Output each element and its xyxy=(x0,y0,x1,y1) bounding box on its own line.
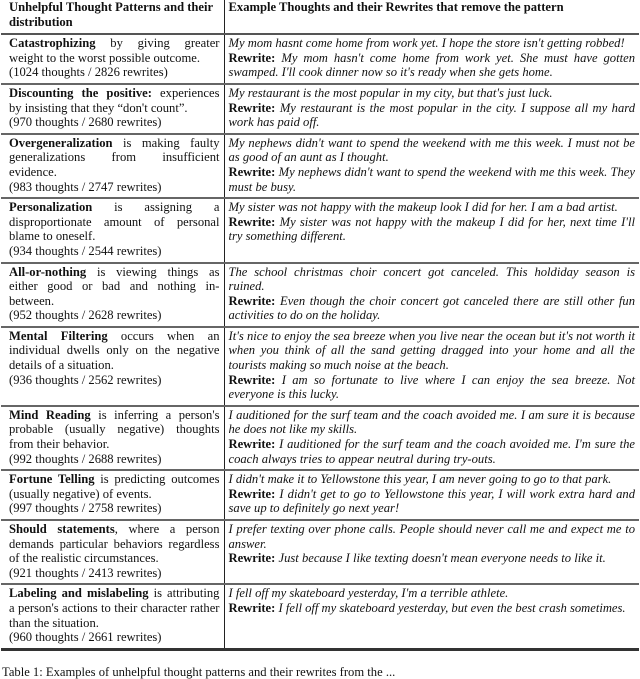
example-cell xyxy=(224,470,639,520)
rewrite-label: Rewrite: xyxy=(228,293,276,308)
pattern-name: Discounting the positive: xyxy=(9,85,152,100)
pattern-cell xyxy=(1,84,224,134)
pattern-name: Should statements xyxy=(9,522,115,536)
table-row xyxy=(1,327,639,406)
example-cell xyxy=(224,84,639,134)
pattern-counts: (960 thoughts / 2661 rewrites) xyxy=(9,630,162,645)
example-thought: My mom hasnt come home from work yet. I hope the store isn't getting robbed! xyxy=(228,36,625,51)
pattern-counts: (921 thoughts / 2413 rewrites) xyxy=(9,565,162,580)
example-thought: My restaurant is the most popular in my city, but that's just luck. xyxy=(228,85,553,100)
pattern-counts: (936 thoughts / 2562 rewrites) xyxy=(9,372,162,387)
pattern-cell xyxy=(1,520,224,584)
example-rewrite: Just because I like texting doesn't mean everyone needs to like it. xyxy=(278,551,606,566)
example-rewrite: My restaurant is the most popular in the city. I suppose all my hard work has paid off. xyxy=(228,100,635,130)
example-cell xyxy=(224,134,639,198)
rewrite-label: Rewrite: xyxy=(228,437,276,452)
pattern-name: All-or-nothing xyxy=(9,264,87,279)
pattern-counts: (1024 thoughts / 2826 rewrites) xyxy=(9,65,168,80)
pattern-description: by giving greater weight to the worst possible outcome. xyxy=(9,36,220,65)
example-thought: I auditioned for the surf team and the coach avoided me. I am sure it is because he does not like my skills. xyxy=(228,407,635,437)
example-cell xyxy=(224,584,639,649)
pattern-cell xyxy=(1,470,224,520)
pattern-cell xyxy=(1,584,224,649)
example-rewrite: My sister was not happy with the makeup I did for her, next time I'll try something different. xyxy=(228,214,635,244)
table-caption: Table 1: Examples of unhelpful thought patterns and their rewrites from the ... xyxy=(2,664,396,679)
header-patterns: Unhelpful Thought Patterns and their distribution xyxy=(1,0,224,34)
pattern-name: Overgeneralization xyxy=(9,135,113,150)
example-cell xyxy=(224,198,639,262)
example-rewrite: Even though the choir concert got canceled there are still other fun activities to do on the holiday. xyxy=(228,293,635,323)
table-row xyxy=(1,406,639,470)
table-row xyxy=(1,34,639,84)
pattern-cell xyxy=(1,34,224,84)
pattern-name: Labeling and mislabeling xyxy=(9,586,149,601)
example-rewrite: I didn't get to go to Yellowstone this year, I will work extra hard and save up to definitely go next year! xyxy=(228,486,635,516)
example-cell xyxy=(224,406,639,470)
table-row xyxy=(1,134,639,198)
pattern-cell xyxy=(1,134,224,198)
rewrite-label: Rewrite: xyxy=(228,100,276,115)
example-rewrite: I fell off my skateboard yesterday, but even the best crash sometimes. xyxy=(278,600,626,615)
example-cell xyxy=(224,520,639,584)
pattern-cell xyxy=(1,327,224,406)
pattern-name: Mental Filtering xyxy=(9,328,108,343)
example-cell xyxy=(224,327,639,406)
pattern-description: is predicting outcomes (usually negative) of events. xyxy=(9,472,220,501)
rewrite-label: Rewrite: xyxy=(228,486,276,501)
pattern-description: is assigning a disproportionate amount of personal blame to oneself. xyxy=(9,200,220,244)
example-rewrite: I auditioned for the surf team and the coach avoided me. I'm sure the coach always tries to appear neutral during try-outs. xyxy=(228,437,635,466)
pattern-counts: (992 thoughts / 2688 rewrites) xyxy=(9,451,162,466)
example-thought: I prefer texting over phone calls. People should never call me and expect me to answer. xyxy=(228,522,635,551)
table-row xyxy=(1,263,639,327)
example-rewrite: My nephews didn't want to spend the weekend with me this week. They must be busy. xyxy=(228,164,635,194)
header-examples: Example Thoughts and their Rewrites that remove the pattern xyxy=(224,0,639,34)
pattern-counts: (952 thoughts / 2628 rewrites) xyxy=(9,308,162,323)
pattern-description: is making faulty generalizations from insufficient evidence. xyxy=(9,135,220,179)
example-cell xyxy=(224,34,639,84)
example-rewrite: I am so fortunate to live where I can enjoy the sea breeze. Not everyone is this lucky. xyxy=(228,372,635,402)
pattern-description: is inferring a person's probable (usually negative) thoughts from their behavior. xyxy=(9,407,220,452)
pattern-counts: (934 thoughts / 2544 rewrites) xyxy=(9,243,162,258)
example-thought: My sister was not happy with the makeup look I did for her. I am a bad artist. xyxy=(228,200,618,215)
pattern-cell xyxy=(1,263,224,327)
example-rewrite: My mom hasn't come home from work yet. She must have gotten swamped. I'll cook dinner now so it's ready when she gets home. xyxy=(228,50,635,80)
example-thought: My nephews didn't want to spend the weekend with me this week. I must not be as good of an aunt as I thought. xyxy=(228,135,635,165)
pattern-description: is viewing things as either good or bad and nothing in-between. xyxy=(9,264,220,308)
pattern-name: Personalization xyxy=(9,200,93,215)
pattern-name: Fortune Telling xyxy=(9,472,95,487)
pattern-counts: (997 thoughts / 2758 rewrites) xyxy=(9,501,162,516)
example-thought: The school christmas choir concert got canceled. This holdiday season is ruined. xyxy=(228,264,635,294)
rewrite-label: Rewrite: xyxy=(228,600,276,615)
table-row xyxy=(1,198,639,262)
table-row xyxy=(1,584,639,649)
pattern-counts: (983 thoughts / 2747 rewrites) xyxy=(9,179,162,194)
example-cell xyxy=(224,263,639,327)
pattern-name: Mind Reading xyxy=(9,407,91,422)
rewrite-label: Rewrite: xyxy=(228,214,276,229)
table-row xyxy=(1,470,639,520)
rewrite-label: Rewrite: xyxy=(228,372,276,387)
example-thought: I didn't make it to Yellowstone this year, I am never going to go to that park. xyxy=(228,472,612,487)
pattern-cell xyxy=(1,198,224,262)
pattern-description: , where a person demands particular behaviors regardless of the realistic circumstances. xyxy=(9,522,220,566)
example-thought: It's nice to enjoy the sea breeze when you live near the ocean but it's not worth it when you think of all the sand getting dragged into your home and all the tourists making so much noise at the beach. xyxy=(228,328,635,373)
table-header xyxy=(1,0,639,34)
pattern-description: experiences by insisting that they “don't count”. xyxy=(9,85,220,115)
rewrite-label: Rewrite: xyxy=(228,164,276,179)
rewrite-label: Rewrite: xyxy=(228,551,276,566)
pattern-counts: (970 thoughts / 2680 rewrites) xyxy=(9,115,162,130)
thought-patterns-table xyxy=(1,0,639,651)
pattern-name: Catastrophizing xyxy=(9,36,96,51)
pattern-description: is attributing a person's actions to their character rather than the situation. xyxy=(9,586,220,630)
pattern-description: occurs when an individual dwells only on the negative details of a situation. xyxy=(9,328,220,373)
example-thought: I fell off my skateboard yesterday, I'm a terrible athlete. xyxy=(228,586,509,601)
pattern-cell xyxy=(1,406,224,470)
table-row xyxy=(1,520,639,584)
table-row xyxy=(1,84,639,134)
rewrite-label: Rewrite: xyxy=(228,50,276,65)
